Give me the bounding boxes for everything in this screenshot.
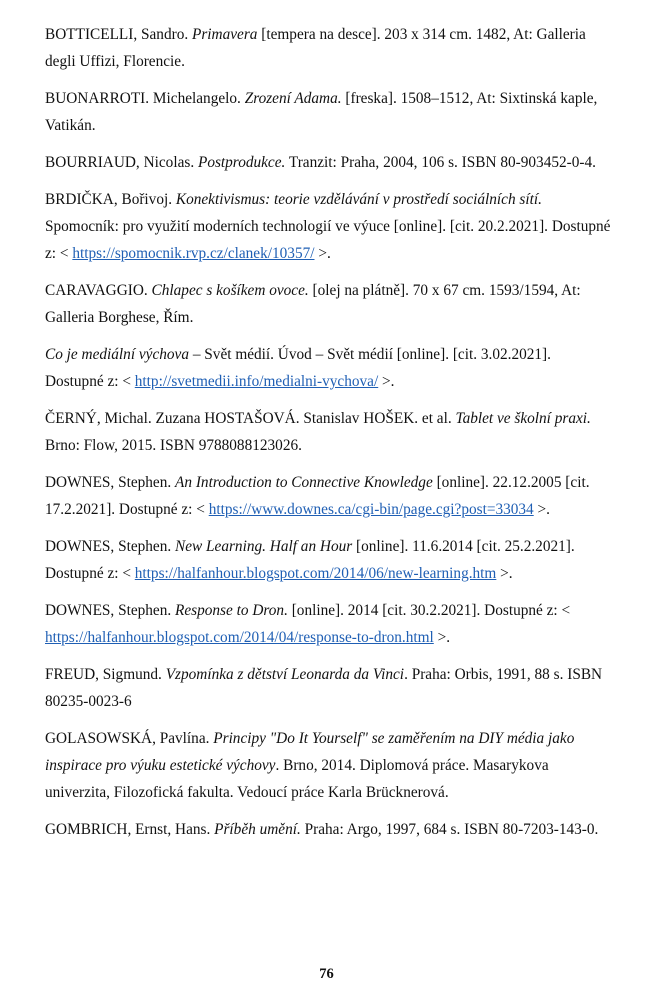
reference-text: – Svět médií. Úvod – Svět médií [online]. [cit. 3.02.2021]. Dostupné z: < bbox=[45, 346, 551, 390]
reference-title: An Introduction to Connective Knowledge bbox=[175, 474, 433, 491]
reference-title: Primavera bbox=[192, 26, 258, 43]
reference-text: BUONARROTI. Michelangelo. bbox=[45, 90, 245, 107]
reference-text: Tranzit: Praha, 2004, 106 s. ISBN 80-903452-0-4. bbox=[285, 154, 596, 171]
reference-title: New Learning. Half an Hour bbox=[175, 538, 353, 555]
reference-text: . Praha: Orbis, 1991, 88 s. ISBN 80235-0023-6 bbox=[45, 666, 603, 710]
reference-text: DOWNES, Stephen. bbox=[45, 602, 176, 619]
reference-text: [online]. 22.12.2005 [cit. 17.2.2021]. Dostupné z: < bbox=[45, 474, 590, 518]
reference-link[interactable]: https://spomocnik.rvp.cz/clanek/10357/ bbox=[72, 245, 315, 262]
reference-text: Praha: Argo, 1997, 684 s. ISBN 80-7203-143-0. bbox=[300, 821, 599, 838]
reference-entry bbox=[45, 341, 613, 395]
reference-entry bbox=[45, 725, 613, 806]
reference-text: GOLASOWSKÁ, Pavlína. bbox=[45, 730, 214, 747]
reference-text: >. bbox=[533, 501, 550, 518]
reference-text: [freska]. 1508–1512, At: Sixtinská kaple, Vatikán. bbox=[45, 90, 598, 134]
reference-entry bbox=[45, 469, 613, 523]
reference-text: [olej na plátně]. 70 x 67 cm. 1593/1594, At: Galleria Borghese, Řím. bbox=[45, 282, 581, 326]
reference-text: >. bbox=[378, 373, 395, 390]
bibliography-list bbox=[45, 21, 613, 853]
reference-entry bbox=[45, 149, 613, 176]
reference-entry bbox=[45, 597, 613, 651]
reference-title: Vzpomínka z dětství Leonarda da Vinci bbox=[165, 666, 405, 683]
reference-title: Konektivismus: teorie vzdělávání v prostředí sociálních sítí. bbox=[175, 191, 542, 208]
reference-title: Chlapec s košíkem ovoce. bbox=[151, 282, 309, 299]
reference-text: Spomocník: pro využití moderních technologií ve výuce [online]. [cit. 20.2.2021]. Dostupné z: < bbox=[45, 218, 611, 262]
reference-text: [online]. 11.6.2014 [cit. 25.2.2021]. Dostupné z: < bbox=[45, 538, 575, 582]
reference-text: [online]. 2014 [cit. 30.2.2021]. Dostupné z: < bbox=[287, 602, 571, 619]
reference-entry bbox=[45, 21, 613, 75]
reference-entry bbox=[45, 405, 613, 459]
reference-entry bbox=[45, 186, 613, 267]
reference-entry bbox=[45, 816, 613, 843]
reference-text: FREUD, Sigmund. bbox=[45, 666, 166, 683]
reference-text: DOWNES, Stephen. bbox=[45, 538, 176, 555]
reference-title: Response to Dron. bbox=[175, 602, 288, 619]
reference-text: [tempera na desce]. 203 x 314 cm. 1482, At: Galleria degli Uffizi, Florencie. bbox=[45, 26, 586, 70]
reference-entry bbox=[45, 533, 613, 587]
reference-entry bbox=[45, 277, 613, 331]
reference-text: CARAVAGGIO. bbox=[45, 282, 152, 299]
reference-text: BRDIČKA, Bořivoj. bbox=[45, 191, 176, 208]
reference-title: Zrození Adama. bbox=[244, 90, 342, 107]
reference-title: Příběh umění. bbox=[214, 821, 301, 838]
page-number: 76 bbox=[319, 966, 334, 982]
reference-title: Co je mediální výchova bbox=[45, 346, 189, 363]
reference-entry bbox=[45, 85, 613, 139]
reference-text: Brno: Flow, 2015. ISBN 9788088123026. bbox=[45, 437, 302, 454]
reference-text: >. bbox=[314, 245, 331, 262]
reference-link[interactable]: https://halfanhour.blogspot.com/2014/04/response-to-dron.html bbox=[45, 629, 434, 646]
reference-text: GOMBRICH, Ernst, Hans. bbox=[45, 821, 215, 838]
reference-text: >. bbox=[433, 629, 451, 646]
reference-text: DOWNES, Stephen. bbox=[45, 474, 176, 491]
reference-link[interactable]: https://halfanhour.blogspot.com/2014/06/new-learning.htm bbox=[134, 565, 497, 582]
reference-link[interactable]: http://svetmedii.info/medialni-vychova/ bbox=[134, 373, 379, 390]
reference-link[interactable]: https://www.downes.ca/cgi-bin/page.cgi?post=33034 bbox=[208, 501, 534, 518]
reference-text: >. bbox=[496, 565, 513, 582]
reference-title: Principy "Do It Yourself" se zaměřením na DIY média jako inspirace pro výuku estetické výchovy bbox=[45, 730, 575, 774]
reference-entry bbox=[45, 661, 613, 715]
reference-text: ČERNÝ, Michal. Zuzana HOSTAŠOVÁ. Stanislav HOŠEK. et al. bbox=[45, 410, 456, 427]
reference-title: Postprodukce. bbox=[197, 154, 286, 171]
reference-title: Tablet ve školní praxi. bbox=[455, 410, 591, 427]
reference-text: BOTTICELLI, Sandro. bbox=[45, 26, 192, 43]
reference-text: . Brno, 2014. Diplomová práce. Masarykova univerzita, Filozofická fakulta. Vedoucí práce Karla Brücknerová. bbox=[45, 757, 549, 801]
reference-text: BOURRIAUD, Nicolas. bbox=[45, 154, 198, 171]
